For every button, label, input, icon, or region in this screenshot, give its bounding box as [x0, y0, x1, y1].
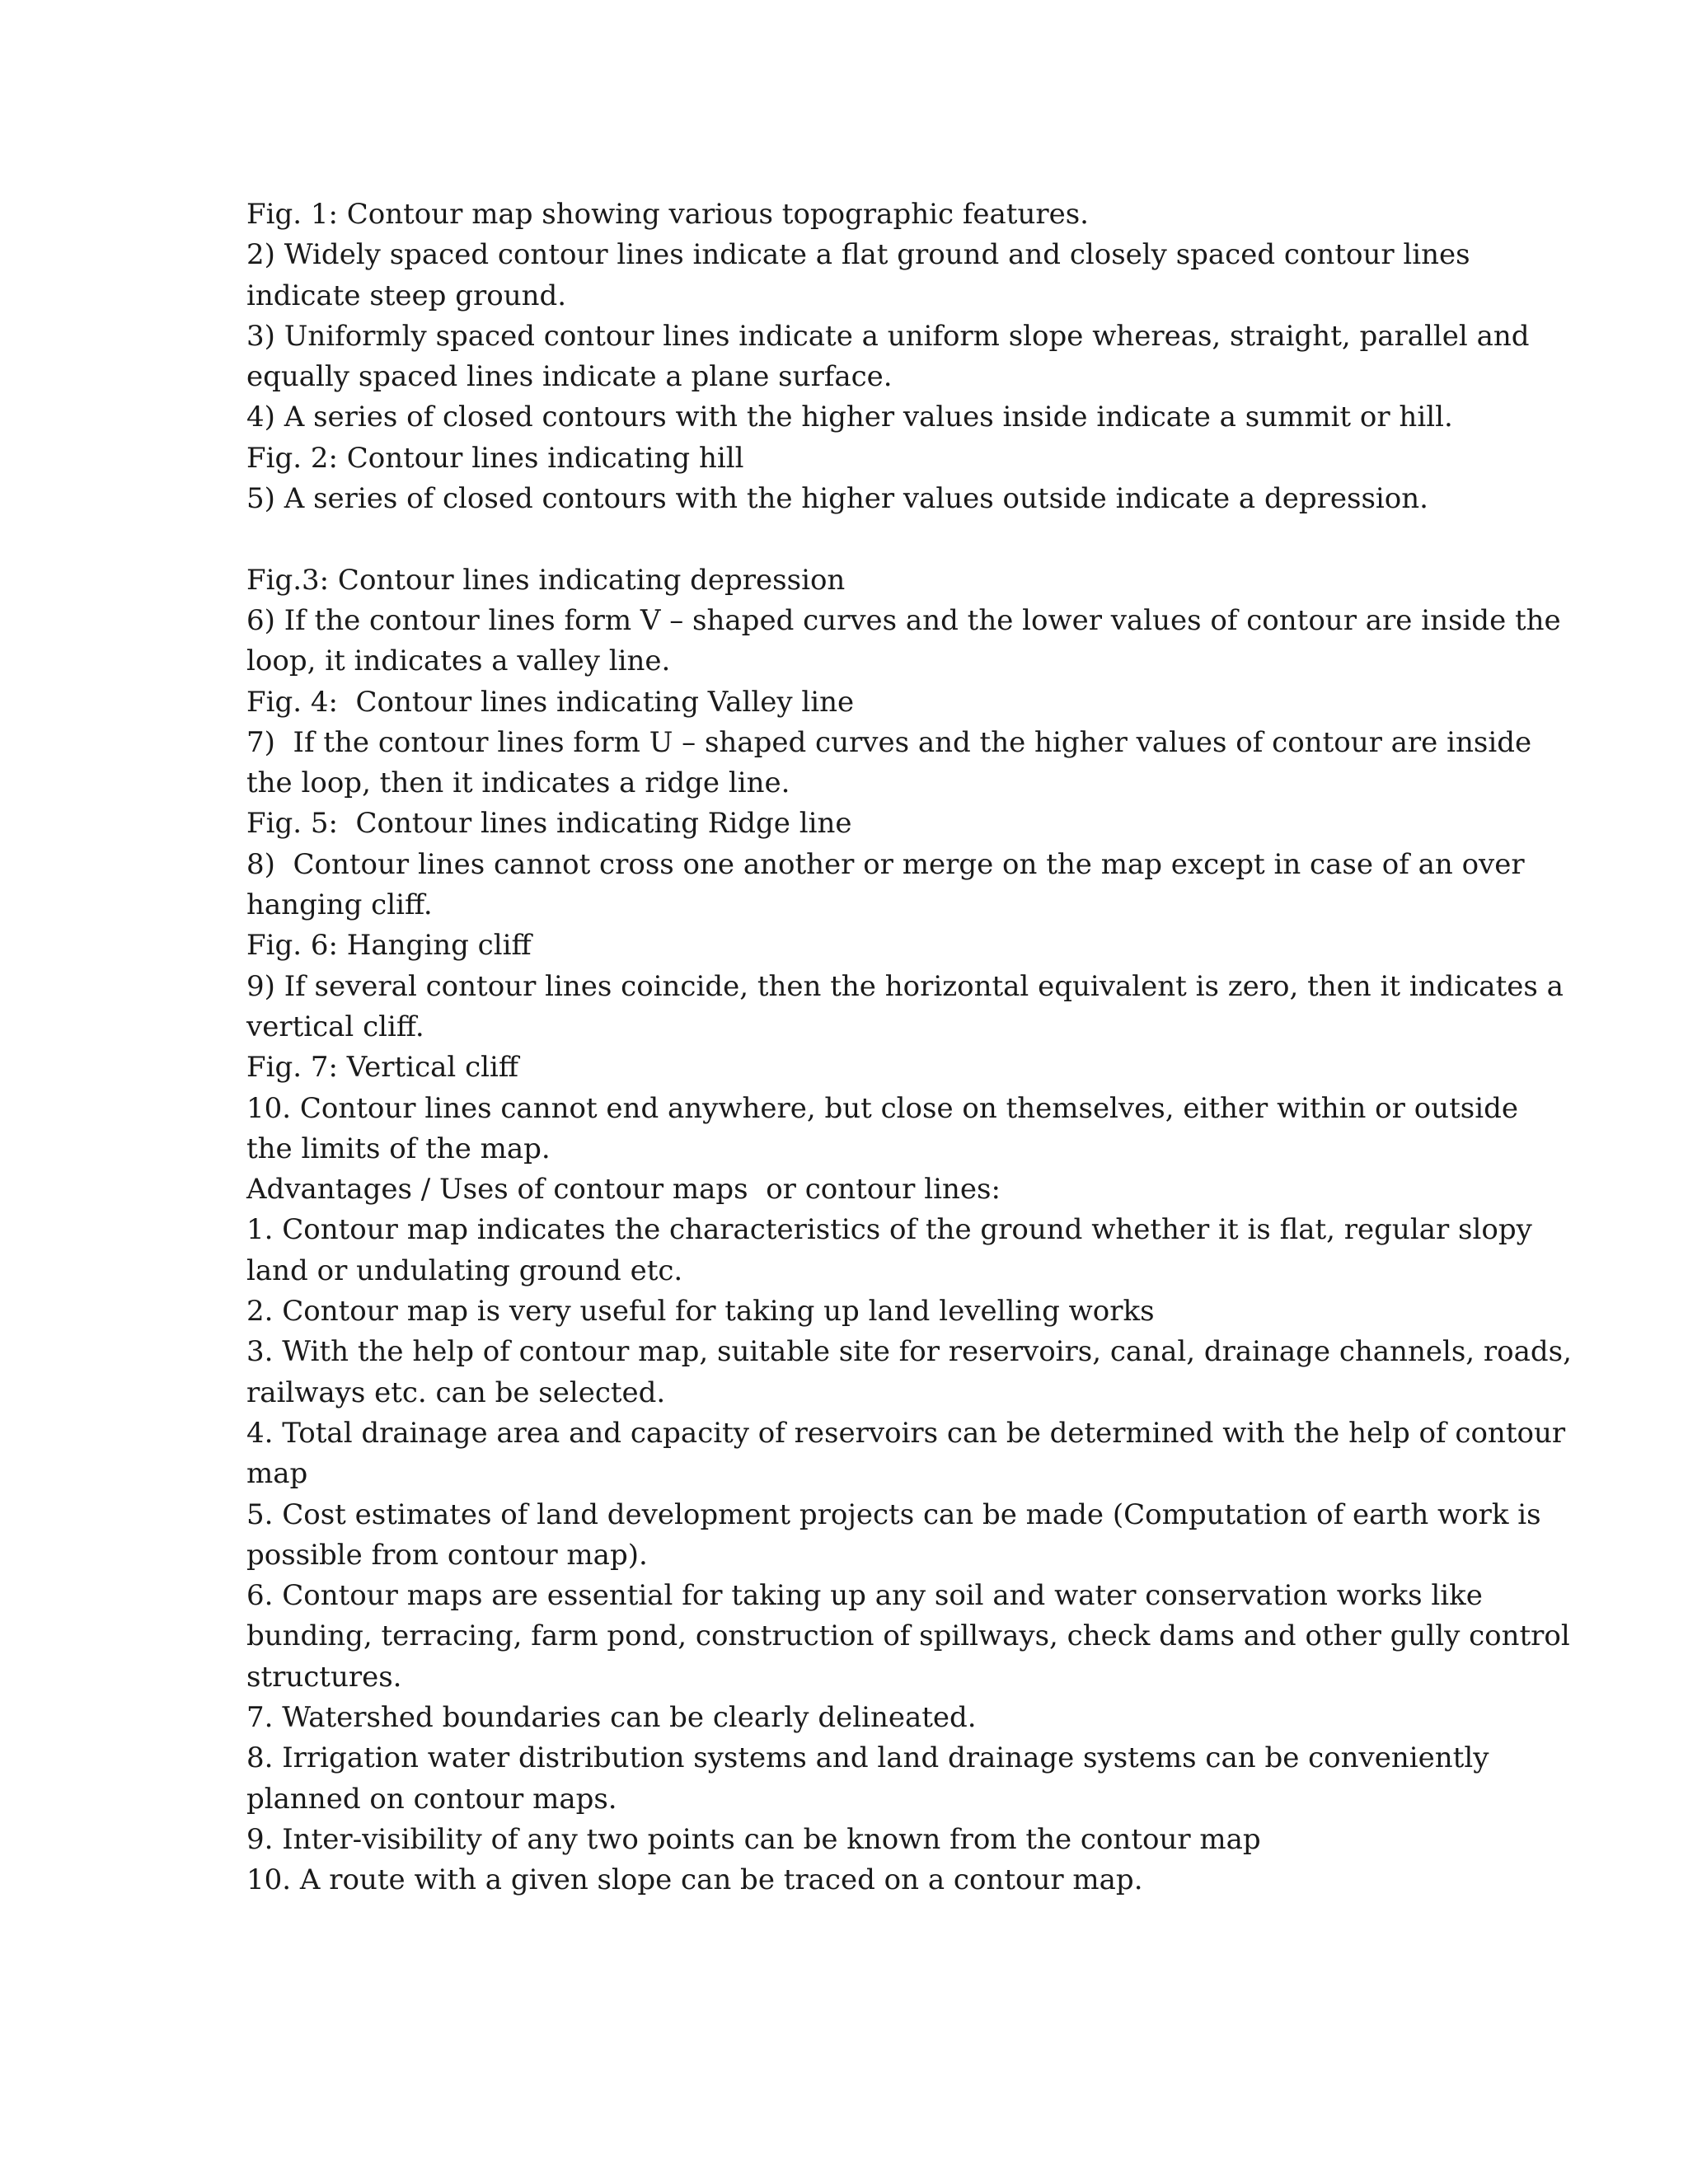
text-line: 4. Total drainage area and capacity of reservoirs can be determined with the help of contour — [246, 1416, 1566, 1450]
document-body — [246, 194, 1572, 1900]
text-line: 1. Contour map indicates the characteristics of the ground whether it is flat, regular slopy — [246, 1213, 1532, 1247]
text-line: Fig. 2: Contour lines indicating hill — [246, 441, 744, 475]
text-line: Fig.3: Contour lines indicating depression — [246, 563, 846, 597]
text-line: bunding, terracing, farm pond, construction of spillways, check dams and other gully control — [246, 1619, 1570, 1653]
text-line: 9. Inter-visibility of any two points can be known from the contour map — [246, 1822, 1261, 1856]
text-line: 2. Contour map is very useful for taking up land levelling works — [246, 1295, 1155, 1329]
text-line: 8) Contour lines cannot cross one another or merge on the map except in case of an over — [246, 847, 1525, 881]
text-line: Advantages / Uses of contour maps or contour lines: — [246, 1173, 1001, 1207]
text-line: 9) If several contour lines coincide, then the horizontal equivalent is zero, then it indicates a — [246, 969, 1564, 1003]
text-line: 8. Irrigation water distribution systems and land drainage systems can be conveniently — [246, 1741, 1489, 1775]
text-line: 7) If the contour lines form U – shaped curves and the higher values of contour are inside — [246, 725, 1532, 759]
text-line: loop, it indicates a valley line. — [246, 644, 671, 678]
text-line: 3) Uniformly spaced contour lines indicate a uniform slope whereas, straight, parallel and — [246, 319, 1530, 353]
text-line: railways etc. can be selected. — [246, 1376, 666, 1409]
text-line: structures. — [246, 1660, 402, 1694]
text-line: Fig. 7: Vertical cliff — [246, 1051, 519, 1085]
text-line: equally spaced lines indicate a plane surface. — [246, 360, 893, 394]
text-line: 5) A series of closed contours with the higher values outside indicate a depression. — [246, 482, 1428, 516]
text-line — [246, 519, 1450, 560]
text-line: land or undulating ground etc. — [246, 1254, 683, 1287]
text-line: 4) A series of closed contours with the higher values inside indicate a summit or hill. — [246, 401, 1453, 434]
text-line: 2) Widely spaced contour lines indicate a flat ground and closely spaced contour lines — [246, 238, 1470, 272]
text-line: Fig. 6: Hanging cliff — [246, 929, 532, 963]
text-line: vertical cliff. — [246, 1010, 424, 1043]
text-line: 10. Contour lines cannot end anywhere, but close on themselves, either within or outside — [246, 1091, 1518, 1125]
text-line: the limits of the map. — [246, 1132, 551, 1165]
text-line: 10. A route with a given slope can be traced on a contour map. — [246, 1863, 1143, 1897]
text-line: 6. Contour maps are essential for taking up any soil and water conservation works like — [246, 1579, 1483, 1613]
text-line: indicate steep ground. — [246, 279, 567, 312]
text-line: hanging cliff. — [246, 888, 433, 922]
text-line: possible from contour map). — [246, 1538, 648, 1572]
text-line: Fig. 4: Contour lines indicating Valley line — [246, 685, 855, 719]
text-line: 3. With the help of contour map, suitable site for reservoirs, canal, drainage channels, roads, — [246, 1335, 1572, 1369]
text-line: map — [246, 1457, 308, 1491]
text-line: the loop, then it indicates a ridge line. — [246, 766, 790, 800]
text-line: planned on contour maps. — [246, 1782, 617, 1816]
text-line: 6) If the contour lines form V – shaped curves and the lower values of contour are inside the — [246, 603, 1561, 637]
text-line: 5. Cost estimates of land development projects can be made (Computation of earth work is — [246, 1497, 1541, 1531]
text-line: Fig. 1: Contour map showing various topographic features. — [246, 198, 1089, 231]
text-line: Fig. 5: Contour lines indicating Ridge line — [246, 807, 852, 841]
text-line: 7. Watershed boundaries can be clearly delineated. — [246, 1700, 977, 1734]
